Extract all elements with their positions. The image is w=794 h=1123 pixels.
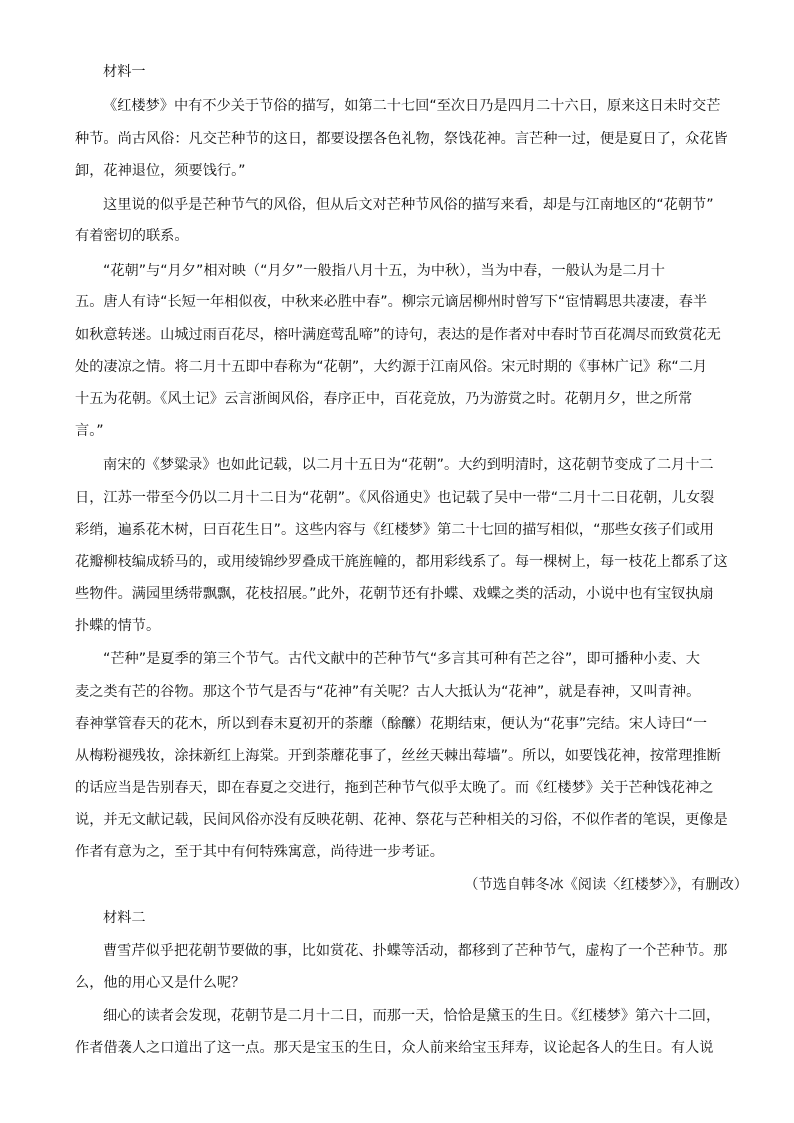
paragraph-line: 扑蝶的情节。 bbox=[75, 618, 161, 634]
paragraph-line: 处的凄凉之情。将二月十五即中春称为“花朝”，大约源于江南风俗。宋元时期的《事林广记》称“二月 bbox=[75, 359, 708, 375]
paragraph-line: 说，并无文献记载，民间风俗亦没有反映花朝、花神、祭花与芒种相关的习俗，不似作者的笔误，更像是 bbox=[75, 812, 728, 828]
paragraph-line: 如秋意转迷。山城过雨百花尽，榕叶满庭莺乱啼”的诗句，表达的是作者对中春时节百花凋尽而致赏花无 bbox=[75, 327, 721, 343]
paragraph-line: 从梅粉褪残妆，涂抹新红上海棠。开到荼蘼花事了，丝丝天棘出莓墙”。所以，如要饯花神，按常理推断 bbox=[75, 748, 721, 764]
paragraph-line: “花朝”与“月夕”相对映（“月夕”一般指八月十五，为中秋），当为中春，一般认为是二月十 bbox=[103, 263, 665, 279]
paragraph-line: 细心的读者会发现，花朝节是二月十二日，而那一天，恰恰是黛玉的生日。《红楼梦》第六十二回， bbox=[103, 1008, 721, 1024]
paragraph-line: 有着密切的联系。 bbox=[75, 228, 189, 244]
paragraph-line: 彩绡，遍系花木树，曰百花生日”。这些内容与《红楼梦》第二十七回的描写相似，“那些女孩子们或用 bbox=[75, 522, 714, 538]
paragraph-line: 日，江苏一带至今仍以二月十二日为“花朝”。《风俗通史》也记载了吴中一带“二月十二日花朝，儿女裂 bbox=[75, 490, 715, 506]
paragraph-line: 这里说的似乎是芒种节气的风俗，但从后文对芒种节风俗的描写来看，却是与江南地区的“花朝节” bbox=[103, 197, 714, 213]
section-heading: 材料二 bbox=[103, 910, 146, 926]
paragraph-line: 花瓣柳枝编成轿马的，或用绫锦纱罗叠成干旄旌幢的，都用彩线系了。每一棵树上，每一枝花上都系了这 bbox=[75, 554, 728, 570]
paragraph-line: “芒种”是夏季的第三个节气。古代文献中的芒种节气“多言其可种有芒之谷”，即可播种小麦、大 bbox=[103, 651, 700, 667]
section-heading: 材料一 bbox=[103, 64, 146, 80]
paragraph-line: 么，他的用心又是什么呢？ bbox=[75, 975, 246, 991]
paragraph-line: 些物件。满园里绣带飘飘，花枝招展。”此外，花朝节还有扑蝶、戏蝶之类的活动，小说中也有宝钗执扇 bbox=[75, 586, 714, 602]
paragraph-line: 的话应当是告别春天，即在春夏之交进行，拖到芒种节气似乎太晚了。而《红楼梦》关于芒种饯花神之 bbox=[75, 780, 714, 796]
paragraph-line: 春神掌管春天的花木，所以到春末夏初开的荼蘼（酴醿）花期结束，便认为“花事”完结。宋人诗曰“一 bbox=[75, 716, 708, 732]
source-citation: （节选自韩冬冰《阅读〈红楼梦〉》，有删改） bbox=[464, 877, 748, 893]
paragraph-line: 种节。尚古风俗：凡交芒种节的这日，都要设摆各色礼物，祭饯花神。言芒种一过，便是夏日了，众花皆 bbox=[75, 131, 728, 147]
paragraph-line: 曹雪芹似乎把花朝节要做的事，比如赏花、扑蝶等活动，都移到了芒种节气，虚构了一个芒种节。那 bbox=[103, 943, 728, 959]
paragraph-line: 五。唐人有诗“长短一年相似夜，中秋来必胜中春”。柳宗元谪居柳州时曾写下“宦情羁思共凄凄，春半 bbox=[75, 294, 708, 310]
paragraph-line: 卸，花神退位，须要饯行。” bbox=[75, 163, 246, 179]
paragraph-line: 麦之类有芒的谷物。那这个节气是否与“花神”有关呢？古人大抵认为“花神”，就是春神，又叫青神。 bbox=[75, 684, 701, 700]
paragraph-line: 十五为花朝。《风土记》云言浙闽风俗，春序正中，百花竞放，乃为游赏之时。花朝月夕，世之所常 bbox=[75, 391, 693, 407]
paragraph-line: 南宋的《梦粱录》也如此记载，以二月十五日为“花朝”。大约到明清时，这花朝节变成了二月十二 bbox=[103, 457, 714, 473]
paragraph-line: 言。” bbox=[75, 423, 104, 439]
paragraph-line: 作者有意为之，至于其中有何特殊寓意，尚待进一步考证。 bbox=[75, 844, 444, 860]
paragraph-line: 《红楼梦》中有不少关于节俗的描写，如第二十七回“至次日乃是四月二十六日，原来这日未时交芒 bbox=[103, 98, 721, 114]
paragraph-line: 作者借袭人之口道出了这一点。那天是宝玉的生日，众人前来给宝玉拜寿，议论起各人的生日。有人说 bbox=[75, 1040, 714, 1056]
